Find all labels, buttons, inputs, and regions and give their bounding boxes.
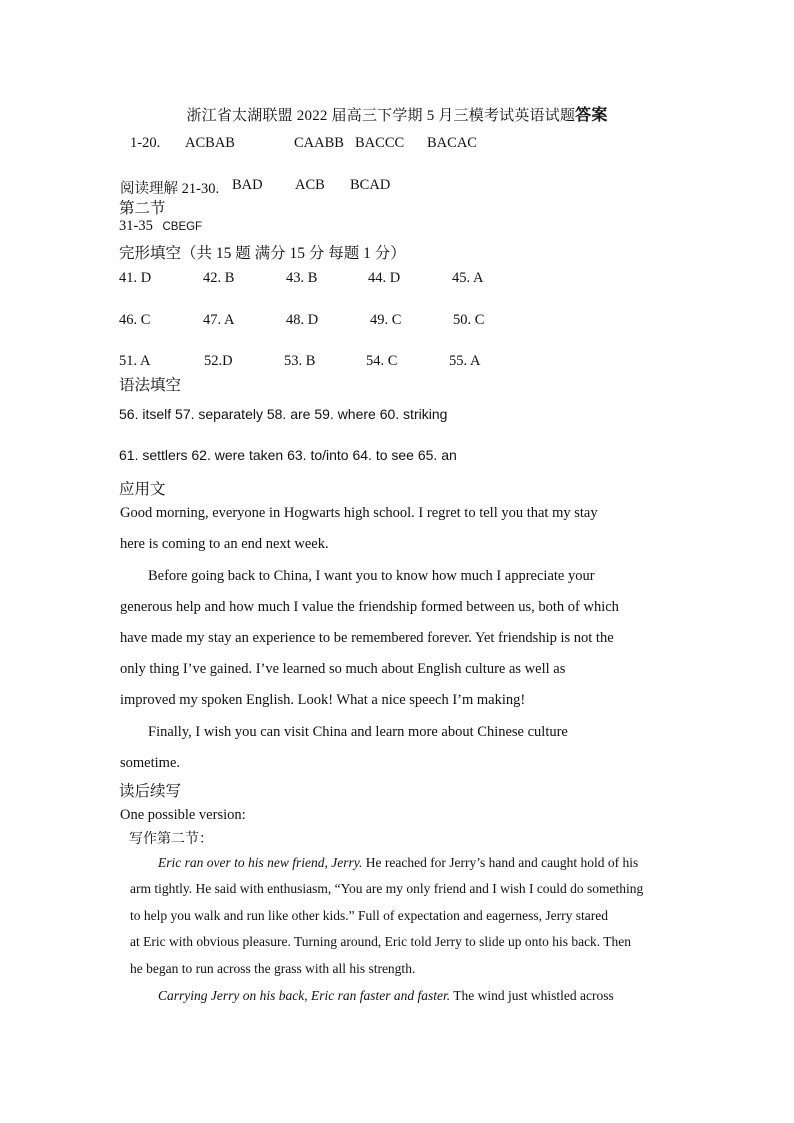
section2-letters: CBEGF bbox=[162, 221, 203, 233]
cloze-answer: 48. D bbox=[286, 312, 319, 328]
listening-group-2: CAABB bbox=[294, 135, 344, 151]
applied-line: Finally, I wish you can visit China and learn more about Chinese culture bbox=[148, 724, 568, 740]
essay-line: at Eric with obvious pleasure. Turning around, Eric told Jerry to slide up onto his back. Then bbox=[130, 934, 632, 949]
listening-range: 1-20. bbox=[130, 135, 161, 151]
section2-range: 31-35 bbox=[119, 218, 153, 234]
reading-group-3: BCAD bbox=[350, 177, 391, 193]
essay-text: The wind just whistled across bbox=[450, 988, 614, 1003]
applied-line: have made my stay an experience to be remembered forever. Yet friendship is not the bbox=[120, 630, 614, 646]
essay-line: to help you walk and run like other kids.” Full of expectation and eagerness, Jerry stared bbox=[130, 908, 608, 923]
title-main: 浙江省太湖联盟 2022 届高三下学期 5 月三模考试英语试题 bbox=[186, 108, 576, 124]
applied-line: generous help and how much I value the friendship formed between us, both of which bbox=[120, 599, 619, 615]
essay-lead-sentence: Eric ran over to his new friend, Jerry. bbox=[158, 855, 363, 870]
listening-group-4: BACAC bbox=[427, 135, 477, 151]
cloze-answer: 51. A bbox=[119, 353, 151, 369]
section2-heading: 第二节 bbox=[119, 200, 166, 217]
cloze-row bbox=[0, 270, 794, 290]
cloze-answer: 54. C bbox=[366, 353, 398, 369]
cloze-answer: 46. C bbox=[119, 312, 151, 328]
title-bold: 答案 bbox=[575, 107, 608, 124]
cloze-answer: 47. A bbox=[203, 312, 235, 328]
cloze-row bbox=[0, 353, 794, 373]
cloze-answer: 52.D bbox=[204, 353, 233, 369]
essay-text: He reached for Jerry’s hand and caught hold of his bbox=[362, 855, 639, 870]
cloze-answer: 41. D bbox=[119, 270, 152, 286]
cloze-answer: 55. A bbox=[449, 353, 481, 369]
cloze-answer: 44. D bbox=[368, 270, 401, 286]
applied-line: Before going back to China, I want you to know how much I appreciate your bbox=[148, 568, 595, 584]
cloze-answer: 50. C bbox=[453, 312, 485, 328]
document-title bbox=[0, 102, 794, 125]
grammar-line-1: 56. itself 57. separately 58. are 59. where 60. striking bbox=[119, 406, 448, 422]
continuation-heading: 读后续写 bbox=[119, 783, 182, 800]
applied-line: here is coming to an end next week. bbox=[120, 536, 329, 552]
grammar-line-2: 61. settlers 62. were taken 63. to/into 64. to see 65. an bbox=[119, 447, 457, 463]
listening-answers bbox=[0, 135, 794, 155]
cloze-answer: 49. C bbox=[370, 312, 402, 328]
essay-line bbox=[158, 855, 638, 871]
essay-line: he began to run across the grass with all his strength. bbox=[130, 961, 416, 976]
applied-heading: 应用文 bbox=[119, 481, 166, 498]
version-label: One possible version: bbox=[120, 807, 246, 823]
cloze-answer: 42. B bbox=[203, 270, 235, 286]
applied-line: improved my spoken English. Look! What a nice speech I’m making! bbox=[120, 692, 526, 708]
listening-group-1: ACBAB bbox=[185, 135, 235, 151]
essay-line bbox=[158, 988, 614, 1004]
reading-answers bbox=[0, 177, 794, 197]
continuation-subheading: 写作第二节： bbox=[129, 832, 213, 847]
cloze-answer: 53. B bbox=[284, 353, 316, 369]
cloze-answer: 43. B bbox=[286, 270, 318, 286]
applied-line: sometime. bbox=[120, 755, 181, 771]
reading-group-2: ACB bbox=[295, 177, 325, 193]
essay-line: arm tightly. He said with enthusiasm, “You are my only friend and I wish I could do something bbox=[130, 881, 644, 896]
applied-line: Good morning, everyone in Hogwarts high school. I regret to tell you that my stay bbox=[120, 505, 598, 521]
listening-group-3: BACCC bbox=[355, 135, 405, 151]
reading-group-1: BAD bbox=[232, 177, 263, 193]
essay-lead-sentence: Carrying Jerry on his back, Eric ran faster and faster. bbox=[158, 988, 451, 1003]
applied-line: only thing I’ve gained. I’ve learned so much about English culture as well as bbox=[120, 661, 566, 677]
grammar-heading: 语法填空 bbox=[119, 377, 182, 394]
section2-answers bbox=[119, 218, 202, 235]
cloze-heading: 完形填空（共 15 题 满分 15 分 每题 1 分） bbox=[119, 245, 406, 262]
reading-label: 阅读理解 21-30. bbox=[120, 181, 220, 197]
cloze-row bbox=[0, 312, 794, 332]
cloze-answer: 45. A bbox=[452, 270, 484, 286]
